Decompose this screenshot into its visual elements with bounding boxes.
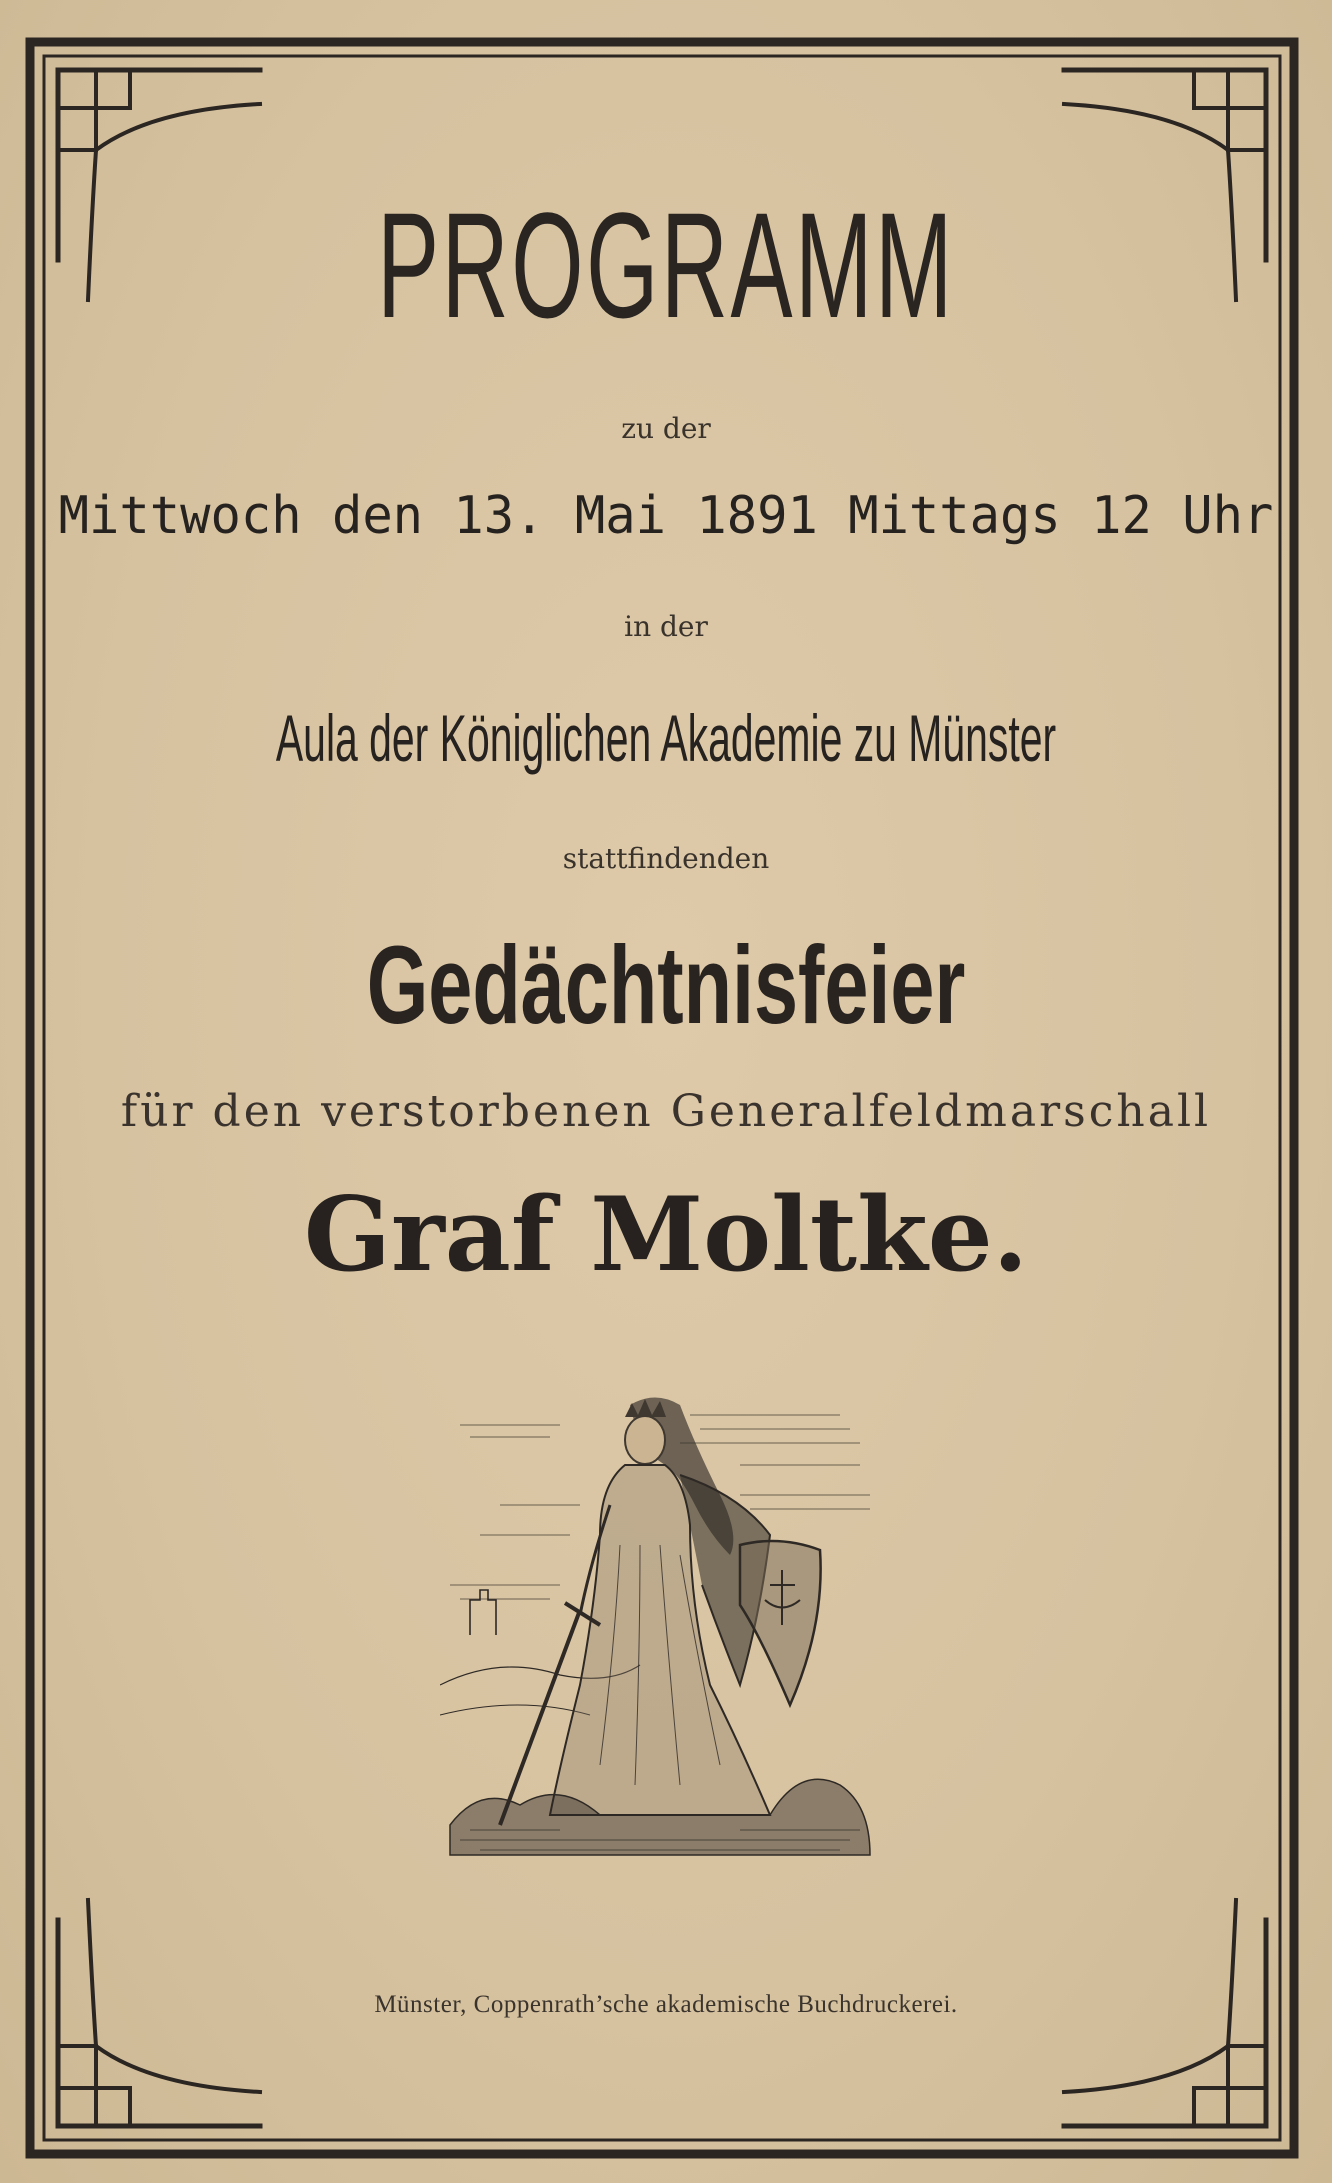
- program-title: PROGRAMM: [377, 181, 955, 349]
- in-der-text: in der: [624, 610, 708, 643]
- corner-ornament-top-left: [58, 70, 260, 300]
- event-title: Gedächtnisfeier: [366, 924, 966, 1047]
- stattfindenden-text: stattfindenden: [562, 842, 770, 875]
- corner-ornament-top-right: [1064, 70, 1266, 300]
- germania-engraving-icon: [440, 1385, 880, 1865]
- printer-imprint: Münster, Coppenrath’sche akademische Buchdruckerei.: [374, 1991, 958, 2018]
- date-line: Mittwoch den 13. Mai 1891 Mittags 12 Uhr: [58, 486, 1274, 546]
- location-line: Aula der Königlichen Akademie zu Münster: [275, 701, 1057, 775]
- dedication-line: für den verstorbenen Generalfeldmarschall: [120, 1086, 1212, 1137]
- honoree-name: Graf Moltke.: [303, 1175, 1029, 1295]
- zu-der-text: zu der: [621, 412, 711, 445]
